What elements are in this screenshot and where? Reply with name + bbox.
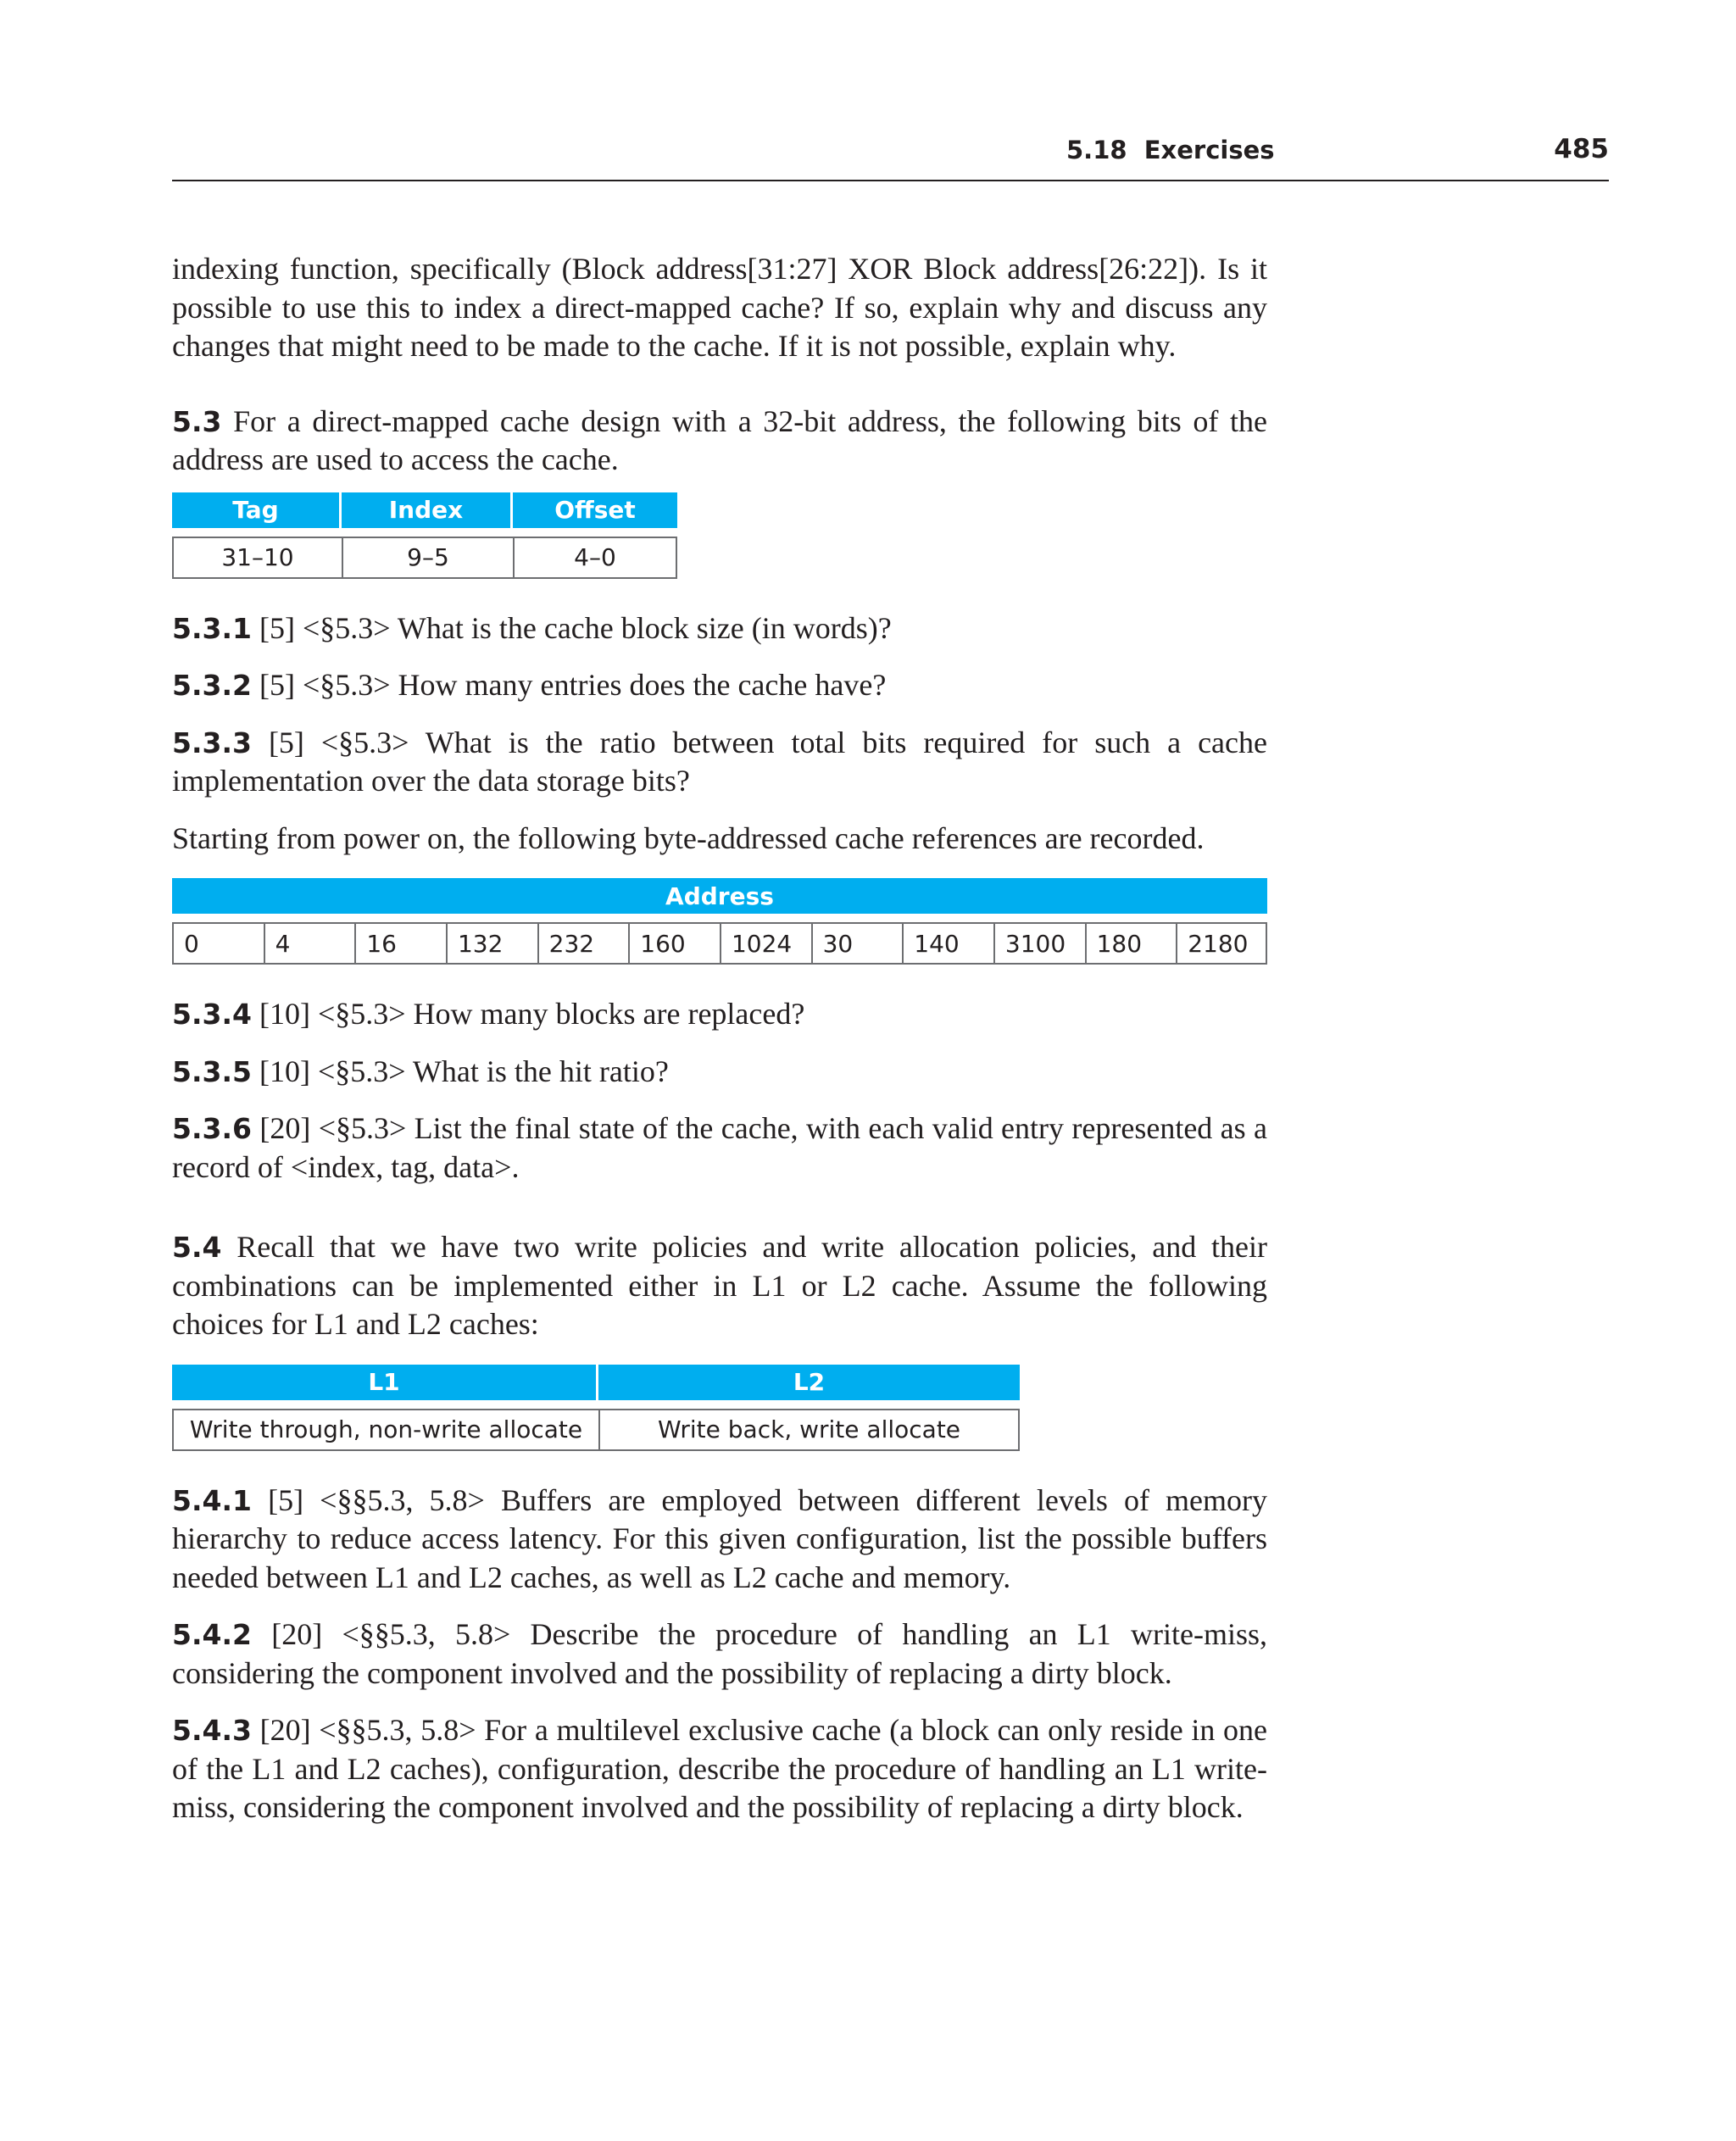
address-cell: 140 bbox=[902, 922, 993, 965]
running-head bbox=[172, 129, 1609, 181]
offset-bits: 4–0 bbox=[513, 537, 677, 579]
l1-policy: Write through, non-write allocate bbox=[172, 1409, 598, 1451]
tag-bits: 31–10 bbox=[172, 537, 342, 579]
question-5-4-1 bbox=[172, 1482, 1267, 1598]
address-cell: 30 bbox=[811, 922, 903, 965]
question-text: [5] <§5.3> What is the ratio between total bits required for such a cache implementation over the data storage bits? bbox=[172, 725, 1267, 798]
address-lead-in: Starting from power on, the following byte-addressed cache references are recorded. bbox=[172, 820, 1205, 855]
question-5-3-1 bbox=[172, 609, 1267, 648]
question-text: [5] <§5.3> What is the cache block size (in words)? bbox=[259, 610, 892, 645]
question-text: [5] <§5.3> How many entries does the cache have? bbox=[259, 668, 887, 702]
address-cell: 132 bbox=[446, 922, 537, 965]
l2-policy: Write back, write allocate bbox=[598, 1409, 1020, 1451]
address-cell: 3100 bbox=[993, 922, 1085, 965]
question-5-4-2 bbox=[172, 1615, 1267, 1693]
question-5-3-4 bbox=[172, 995, 1267, 1034]
page-body bbox=[172, 250, 1267, 1827]
index-bits: 9–5 bbox=[342, 537, 513, 579]
question-text: [10] <§5.3> What is the hit ratio? bbox=[259, 1054, 669, 1088]
header-index: Index bbox=[342, 492, 513, 528]
question-number: 5.3.1 bbox=[172, 611, 252, 645]
address-table bbox=[172, 878, 1267, 965]
address-cell: 180 bbox=[1085, 922, 1177, 965]
exercise-number: 5.3 bbox=[172, 404, 222, 438]
header-offset: Offset bbox=[513, 492, 677, 528]
question-text: [20] <§5.3> List the final state of the cache, with each valid entry represented as a record of <index, tag, data>. bbox=[172, 1111, 1267, 1184]
write-policy-table bbox=[172, 1365, 1020, 1451]
question-text: [20] <§§5.3, 5.8> For a multilevel exclusive cache (a block can only reside in one of the L1 and L2 caches), configuration, describe the procedure of handling an L1 write-miss, considering the component involved and the possibility of replacing a dirty block. bbox=[172, 1713, 1268, 1824]
address-cell: 0 bbox=[172, 922, 264, 965]
exercise-text: For a direct-mapped cache design with a 32-bit address, the following bits of the address are used to access the cache. bbox=[172, 403, 1268, 476]
question-5-3-3 bbox=[172, 724, 1267, 801]
question-number: 5.4.3 bbox=[172, 1714, 252, 1747]
question-number: 5.4.2 bbox=[172, 1618, 252, 1651]
question-number: 5.3.2 bbox=[172, 669, 252, 702]
address-bits-table bbox=[172, 492, 677, 579]
question-5-3-5 bbox=[172, 1053, 1267, 1092]
question-text: [5] <§§5.3, 5.8> Buffers are employed between different levels of memory hierarchy to reduce access latency. For this given configuration, list the possible buffers needed between L1 and L2 caches, as well as L2 cache and memory. bbox=[172, 1482, 1268, 1594]
section-title: 5.18 Exercises bbox=[1066, 136, 1275, 164]
address-cell: 16 bbox=[354, 922, 446, 965]
address-cell: 1024 bbox=[720, 922, 811, 965]
address-cell: 2180 bbox=[1176, 922, 1267, 965]
question-number: 5.3.5 bbox=[172, 1054, 252, 1088]
question-text: [10] <§5.3> How many blocks are replaced? bbox=[259, 997, 805, 1031]
question-5-4-3 bbox=[172, 1711, 1267, 1827]
exercise-5-3 bbox=[172, 403, 1267, 480]
question-number: 5.3.3 bbox=[172, 726, 252, 759]
exercise-5-4 bbox=[172, 1228, 1267, 1344]
question-number: 5.3.4 bbox=[172, 998, 252, 1031]
header-tag: Tag bbox=[172, 492, 342, 528]
question-number: 5.4.1 bbox=[172, 1483, 252, 1517]
exercise-text: Recall that we have two write policies and write allocation policies, and their combinations can be implemented either in L1 or L2 cache. Assume the following choices for L1 and L2 caches: bbox=[172, 1230, 1267, 1341]
question-5-3-2 bbox=[172, 666, 1267, 705]
question-text: [20] <§§5.3, 5.8> Describe the procedure of handling an L1 write-miss, considering the component involved and the possibility of replacing a dirty block. bbox=[172, 1617, 1268, 1690]
header-l1: L1 bbox=[172, 1365, 598, 1400]
exercise-number: 5.4 bbox=[172, 1231, 222, 1264]
address-cell: 232 bbox=[537, 922, 629, 965]
address-header: Address bbox=[172, 878, 1267, 914]
header-l2: L2 bbox=[598, 1365, 1020, 1400]
address-cell: 160 bbox=[628, 922, 720, 965]
question-5-3-6 bbox=[172, 1109, 1267, 1187]
page-number: 485 bbox=[1554, 134, 1609, 164]
question-number: 5.3.6 bbox=[172, 1112, 252, 1145]
intro-paragraph: indexing function, specifically (Block address[31:27] XOR Block address[26:22]). Is it possible to use this to index a direct-mapped cache? If so, explain why and discuss any changes that might need to be made to the cache. If it is not possible, explain why. bbox=[172, 252, 1267, 363]
address-cell: 4 bbox=[264, 922, 355, 965]
